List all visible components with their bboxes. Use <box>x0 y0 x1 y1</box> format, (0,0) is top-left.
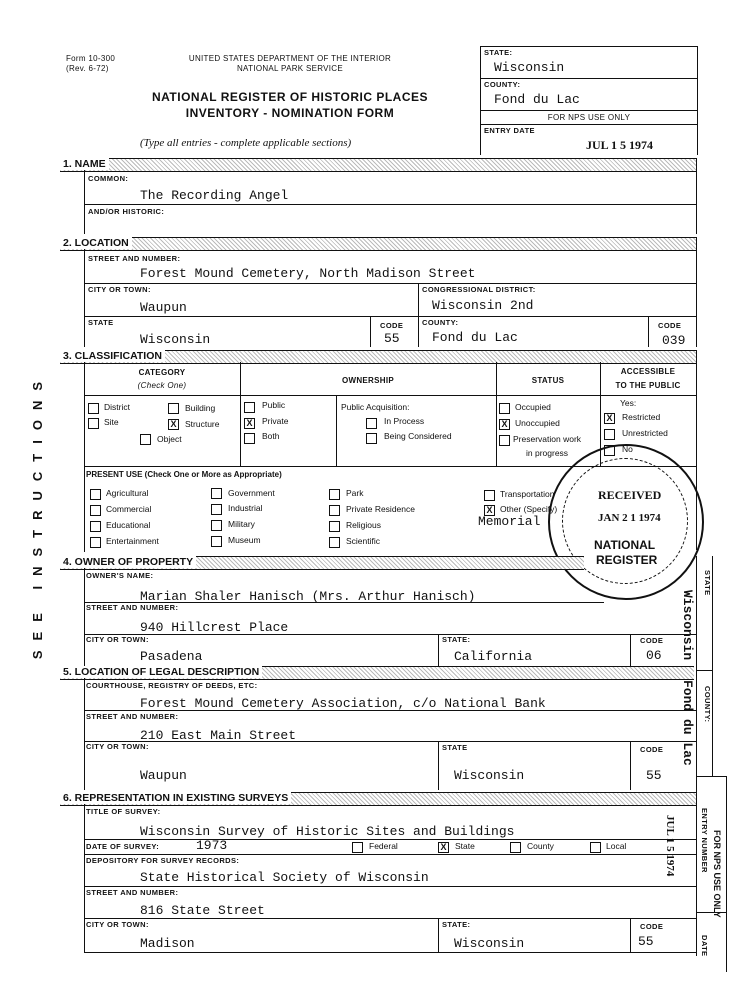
state-checkbox[interactable]: X <box>438 842 449 853</box>
form-revision: (Rev. 6-72) <box>66 64 109 73</box>
local-label: Local <box>606 841 627 851</box>
commercial-checkbox[interactable] <box>90 505 101 516</box>
use-military: Military <box>228 519 255 529</box>
loc-street-label: STREET AND NUMBER: <box>88 254 181 263</box>
loc-state-code: 55 <box>384 331 400 346</box>
top-state-label: STATE: <box>484 48 513 57</box>
common-name: The Recording Angel <box>140 188 289 203</box>
building-checkbox[interactable] <box>168 403 179 414</box>
section-5-bar: 5. LOCATION OF LEGAL DESCRIPTION <box>60 666 694 680</box>
object-label: Object <box>157 434 182 444</box>
survey-date-label: DATE OF SURVEY: <box>86 842 160 851</box>
restricted-label: Restricted <box>622 412 661 422</box>
owner-code: 06 <box>646 648 662 663</box>
loc-code-label: CODE <box>380 321 404 330</box>
other-checkbox[interactable]: X <box>484 505 495 516</box>
loc-street: Forest Mound Cemetery, North Madison Street <box>140 266 476 281</box>
loc-county-code-label: CODE <box>658 321 682 330</box>
section-2-bar: 2. LOCATION <box>60 237 696 251</box>
in-process-checkbox[interactable] <box>366 418 377 429</box>
public-checkbox[interactable] <box>244 402 255 413</box>
scientific-checkbox[interactable] <box>329 537 340 548</box>
owner-code-label: CODE <box>640 636 664 645</box>
use-industrial: Industrial <box>228 503 263 513</box>
legal-state: Wisconsin <box>454 768 525 783</box>
cong-label: CONGRESSIONAL DISTRICT: <box>422 285 536 294</box>
site-checkbox[interactable] <box>88 418 99 429</box>
loc-city-label: CITY OR TOWN: <box>88 285 151 294</box>
legal-city: Waupun <box>140 768 187 783</box>
unoccupied-checkbox[interactable]: X <box>499 419 510 430</box>
owner-name: Marian Shaler Hanisch (Mrs. Arthur Hanisch) <box>140 589 476 604</box>
use-agricultural: Agricultural <box>106 488 149 498</box>
stamp-date: JAN 2 1 1974 <box>598 512 661 524</box>
private-residence-checkbox[interactable] <box>329 505 340 516</box>
legal-code: 55 <box>646 768 662 783</box>
structure-label: Structure <box>185 419 220 429</box>
survey-street: 816 State Street <box>140 903 265 918</box>
status-header: STATUS <box>531 376 565 385</box>
side-entry-label: ENTRY NUMBER <box>700 808 709 873</box>
side-county: Fond du Lac <box>680 680 695 766</box>
side-state: Wisconsin <box>680 590 695 661</box>
structure-checkbox[interactable]: X <box>168 419 179 430</box>
loc-county-code: 039 <box>662 333 686 348</box>
accessible-header: ACCESSIBLE <box>620 367 676 376</box>
being-considered-label: Being Considered <box>384 431 452 441</box>
section-4-bar: 4. OWNER OF PROPERTY <box>60 556 584 570</box>
survey-code-label: CODE <box>640 922 664 931</box>
acquisition-label: Public Acquisition: <box>341 402 410 412</box>
side-nps: FOR NPS USE ONLY <box>712 830 722 918</box>
industrial-checkbox[interactable] <box>211 504 222 515</box>
owner-city-label: CITY OR TOWN: <box>86 635 149 644</box>
no-label: No <box>622 444 633 454</box>
building-label: Building <box>185 403 216 413</box>
entertainment-checkbox[interactable] <box>90 537 101 548</box>
unoccupied-label: Unoccupied <box>515 418 560 428</box>
stamp-received: RECEIVED <box>598 488 662 502</box>
religious-checkbox[interactable] <box>329 521 340 532</box>
district-checkbox[interactable] <box>88 403 99 414</box>
depository: State Historical Society of Wisconsin <box>140 870 429 885</box>
present-use-label: PRESENT USE (Check One or More as Appropriate) <box>86 470 282 479</box>
loc-state-label: STATE <box>88 318 114 327</box>
yes-label: Yes: <box>620 398 637 408</box>
local-checkbox[interactable] <box>590 842 601 853</box>
survey-state-label: STATE: <box>442 920 471 929</box>
section-6-bar: 6. REPRESENTATION IN EXISTING SURVEYS <box>60 792 696 806</box>
agricultural-checkbox[interactable] <box>90 489 101 500</box>
legal-code-label: CODE <box>640 745 664 754</box>
side-county-label: COUNTY: <box>703 686 712 723</box>
survey-code: 55 <box>638 934 654 949</box>
category-header: CATEGORY <box>138 368 186 377</box>
survey-city-label: CITY OR TOWN: <box>86 920 149 929</box>
received-stamp <box>548 444 704 600</box>
survey-title: Wisconsin Survey of Historic Sites and Buildings <box>140 824 515 839</box>
use-park: Park <box>346 488 364 498</box>
form-number: Form 10-300 <box>66 54 116 63</box>
other-specify-value: Memorial <box>478 514 541 529</box>
top-nps-only: FOR NPS USE ONLY <box>547 113 631 122</box>
public-label: Public <box>262 400 286 410</box>
site-label: Site <box>104 417 119 427</box>
park-checkbox[interactable] <box>329 489 340 500</box>
district-label: District <box>104 402 130 412</box>
survey-title-label: TITLE OF SURVEY: <box>86 807 161 816</box>
use-educational: Educational <box>106 520 151 530</box>
ownership-header: OWNERSHIP <box>341 376 395 385</box>
federal-label: Federal <box>369 841 398 851</box>
federal-checkbox[interactable] <box>352 842 363 853</box>
survey-date: 1973 <box>196 838 228 853</box>
use-commercial: Commercial <box>106 504 152 514</box>
restricted-checkbox[interactable]: X <box>604 413 615 424</box>
use-other: Other (Specify) <box>500 504 558 514</box>
being-considered-checkbox[interactable] <box>366 433 377 444</box>
section-1-bar: 1. NAME <box>60 158 696 172</box>
courthouse: Forest Mound Cemetery Association, c/o National Bank <box>140 696 546 711</box>
service: NATIONAL PARK SERVICE <box>236 64 344 73</box>
object-checkbox[interactable] <box>140 434 151 445</box>
survey-city: Madison <box>140 936 195 951</box>
unrestricted-checkbox[interactable] <box>604 429 615 440</box>
loc-county-label: COUNTY: <box>422 318 459 327</box>
government-checkbox[interactable] <box>211 488 222 499</box>
owner-name-label: OWNER'S NAME: <box>86 571 154 580</box>
historic-label: AND/OR HISTORIC: <box>88 207 165 216</box>
form-title-1: NATIONAL REGISTER OF HISTORIC PLACES <box>151 90 429 104</box>
county-checkbox[interactable] <box>510 842 521 853</box>
cong-district: Wisconsin 2nd <box>432 298 534 313</box>
legal-street: 210 East Main Street <box>140 728 297 743</box>
courthouse-label: COURTHOUSE, REGISTRY OF DEEDS, ETC: <box>86 681 258 690</box>
use-entertainment: Entertainment <box>106 536 159 546</box>
both-checkbox[interactable] <box>244 433 255 444</box>
loc-state: Wisconsin <box>140 332 211 347</box>
check-one: (Check One) <box>137 381 187 390</box>
survey-street-label: STREET AND NUMBER: <box>86 888 179 897</box>
loc-city: Waupun <box>140 300 187 315</box>
use-government: Government <box>228 488 275 498</box>
state-label: State <box>455 841 475 851</box>
use-private-residence: Private Residence <box>346 504 415 514</box>
transportation-checkbox[interactable] <box>484 490 495 501</box>
county-label: County <box>527 841 554 851</box>
use-transportation: Transportation <box>500 489 555 499</box>
top-county-value: Fond du Lac <box>494 92 580 107</box>
use-museum: Museum <box>228 535 261 545</box>
entry-date-label: ENTRY DATE <box>484 126 535 135</box>
depository-label: DEPOSITORY FOR SURVEY RECORDS: <box>86 856 240 865</box>
legal-state-label: STATE <box>442 743 468 752</box>
military-checkbox[interactable] <box>211 520 222 531</box>
stamp-national: NATIONAL <box>594 538 656 552</box>
owner-street-label: STREET AND NUMBER: <box>86 603 179 612</box>
preservation-checkbox[interactable] <box>499 435 510 446</box>
common-label: COMMON: <box>88 174 129 183</box>
occupied-checkbox[interactable] <box>499 403 510 414</box>
unrestricted-label: Unrestricted <box>622 428 668 438</box>
owner-city: Pasadena <box>140 649 203 664</box>
side-state-label: STATE <box>703 570 712 596</box>
top-county-label: COUNTY: <box>484 80 521 89</box>
occupied-label: Occupied <box>515 402 551 412</box>
entry-date-stamp: JUL 1 5 1974 <box>586 138 654 152</box>
stamp-register: REGISTER <box>596 553 658 567</box>
survey-state: Wisconsin <box>454 936 525 951</box>
section-3-bar: 3. CLASSIFICATION <box>60 350 696 364</box>
private-checkbox[interactable]: X <box>244 418 255 429</box>
preservation-label: Preservation work <box>513 434 582 444</box>
in-progress-label: in progress <box>526 448 569 458</box>
side-date-label: DATE <box>700 935 709 957</box>
owner-state: California <box>454 649 533 664</box>
owner-street: 940 Hillcrest Place <box>140 620 289 635</box>
loc-county: Fond du Lac <box>432 330 518 345</box>
use-religious: Religious <box>346 520 381 530</box>
in-process-label: In Process <box>384 416 425 426</box>
use-scientific: Scientific <box>346 536 381 546</box>
both-label: Both <box>262 431 280 441</box>
type-instructions: (Type all entries - complete applicable sections) <box>140 137 352 149</box>
to-public-header: TO THE PUBLIC <box>615 381 681 390</box>
owner-state-label: STATE: <box>442 635 471 644</box>
private-label: Private <box>262 416 289 426</box>
legal-city-label: CITY OR TOWN: <box>86 742 149 751</box>
see-instructions: SEE INSTRUCTIONS <box>30 372 45 660</box>
form-title-2: INVENTORY - NOMINATION FORM <box>185 106 395 120</box>
museum-checkbox[interactable] <box>211 536 222 547</box>
department: UNITED STATES DEPARTMENT OF THE INTERIOR <box>188 54 392 63</box>
top-state-value: Wisconsin <box>494 60 565 75</box>
educational-checkbox[interactable] <box>90 521 101 532</box>
side-entry-stamp: JUL 1 5 1974 <box>664 815 676 877</box>
legal-street-label: STREET AND NUMBER: <box>86 712 179 721</box>
